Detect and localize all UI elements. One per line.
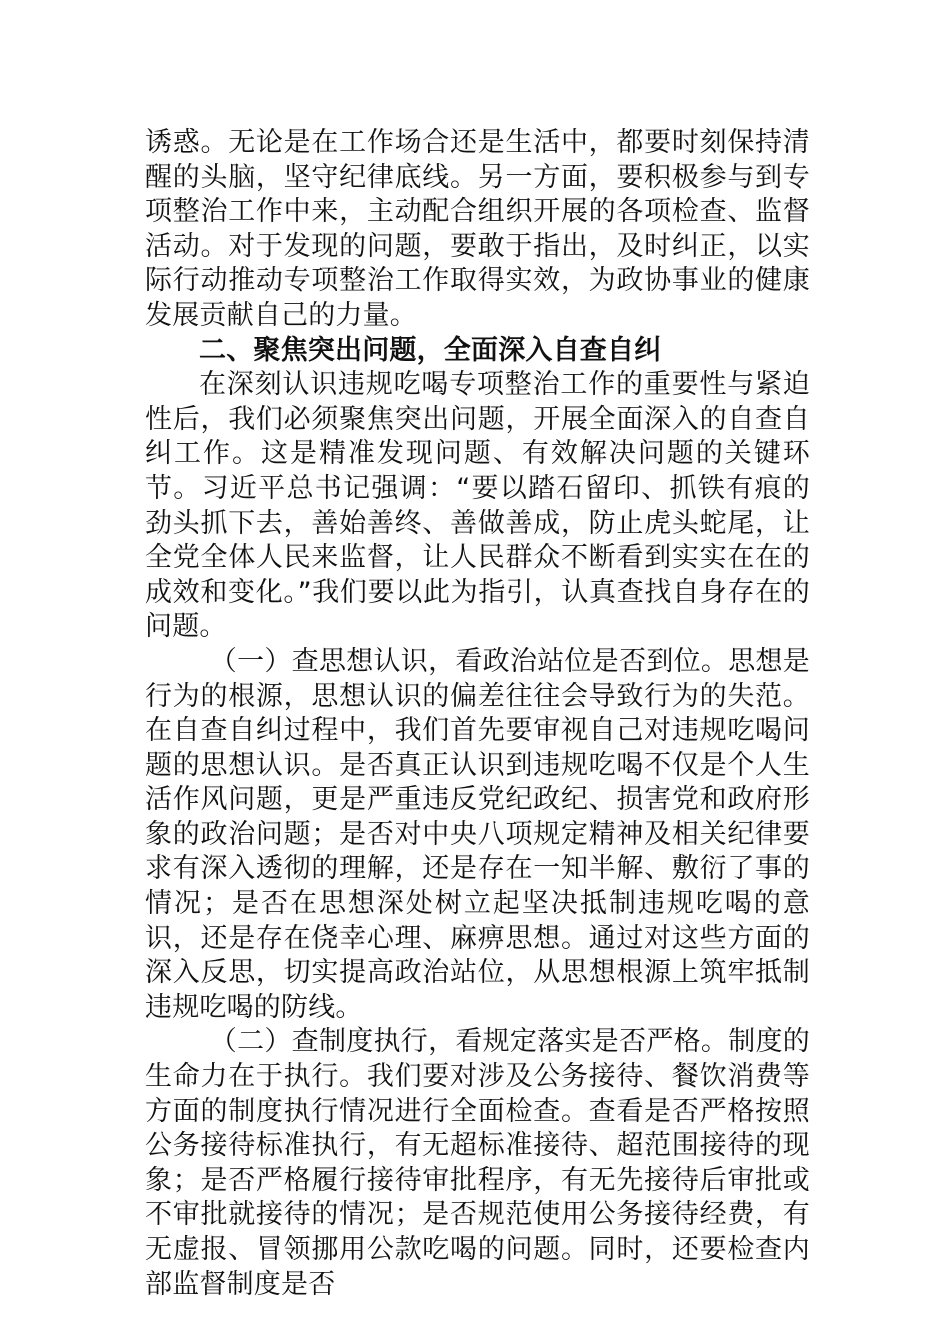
paragraph-subsection-1: （一）查思想认识，看政治站位是否到位。思想是行为的根源，思想认识的偏差往往会导致行为的失范。在自查自纠过程中，我们首先要审视自己对违规吃喝问题的思想认识。是否真正认识到违规吃喝不仅是个人生活作风问题，更是严重违反党纪政纪、损害党和政府形象的政治问题；是否对中央八项规定精神及相关纪律要求有深入透彻的理解，还是存在一知半解、敷衍了事的情况；是否在思想深处树立起坚决抵制违规吃喝的意识，还是存在侥幸心理、麻痹思想。通过对这些方面的深入反思，切实提高政治站位，从思想根源上筑牢抵制违规吃喝的防线。 xyxy=(145,645,810,1023)
document-page xyxy=(145,126,810,1302)
paragraph-body: 在深刻认识违规吃喝专项整治工作的重要性与紧迫性后，我们必须聚焦突出问题，开展全面深入的自查自纠工作。这是精准发现问题、有效解决问题的关键环节。习近平总书记强调：“要以踏石留印、抓铁有痕的劲头抓下去，善始善终、善做善成，防止虎头蛇尾，让全党全体人民来监督，让人民群众不断看到实实在在的成效和变化。”我们要以此为指引，认真查找自身存在的问题。 xyxy=(145,369,810,643)
section-heading: 二、聚焦突出问题，全面深入自查自纠 xyxy=(199,334,662,366)
paragraph-continuation: 诱惑。无论是在工作场合还是生活中，都要时刻保持清醒的头脑，坚守纪律底线。另一方面，要积极参与到专项整治工作中来，主动配合组织开展的各项检查、监督活动。对于发现的问题，要敢于指出，及时纠正，以实际行动推动专项整治工作取得实效，为政协事业的健康发展贡献自己的力量。 xyxy=(145,127,810,331)
paragraph-subsection-2: （二）查制度执行，看规定落实是否严格。制度的生命力在于执行。我们要对涉及公务接待、餐饮消费等方面的制度执行情况进行全面检查。查看是否严格按照公务接待标准执行，有无超标准接待、超范围接待的现象；是否严格履行接待审批程序，有无先接待后审批或不审批就接待的情况；是否规范使用公务接待经费，有无虚报、冒领挪用公款吃喝的问题。同时，还要检查内部监督制度是否 xyxy=(145,1026,810,1300)
